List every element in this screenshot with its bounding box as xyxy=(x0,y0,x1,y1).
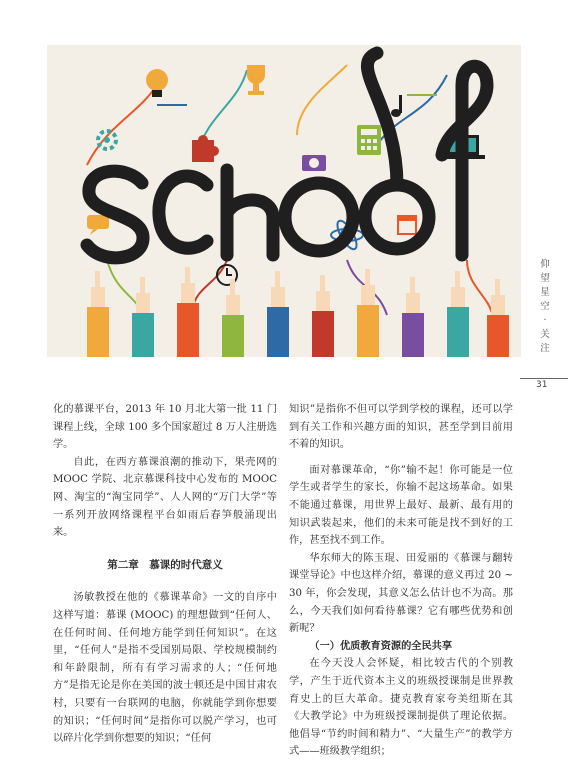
column-title-char: 星 xyxy=(540,287,550,298)
hand-sleeve xyxy=(267,307,289,357)
pointing-hand-icon xyxy=(491,295,505,315)
right-text-column xyxy=(289,401,513,761)
hand-sleeve xyxy=(447,307,469,357)
pointing-hand-icon xyxy=(136,293,150,313)
camera-icon xyxy=(302,155,326,171)
paragraph: 汤敏教授在他的《慕课革命》一文的自序中这样写道：慕课 (MOOC) 的理想做到“任何人、在任何时间、任何地方能学到任何知识”。在这里，“任何人”是指不受国别局限、学校规模制约和年龄限制，所有有学习需求的人；“任何地方”是指无论是你在美国的波士顿还是中国甘肃农村，只要有一台联网的电脑，你就能学到你想要的知识；“任何时间”是指你可以脱产学习，也可以碎片化学到你想要的知识；“任何 xyxy=(53,592,277,745)
calendar-icon xyxy=(397,215,417,235)
column-title-char: 注 xyxy=(540,343,550,354)
puzzle-icon xyxy=(192,135,219,162)
pointing-hand-icon xyxy=(316,291,330,311)
hand-sleeve xyxy=(357,305,379,357)
gear-icon xyxy=(98,131,116,149)
hand-sleeve xyxy=(132,313,154,357)
paragraph: 知识”是指你不但可以学到学校的课程，还可以学到有关工作和兴趣方面的知识，甚至学到目前用不着的知识。 xyxy=(289,404,513,451)
column-title-char: 望 xyxy=(540,273,550,284)
hand-sleeve xyxy=(487,315,509,357)
pointing-hand-icon xyxy=(181,283,195,303)
column-title-char: 关 xyxy=(540,329,550,340)
hand-sleeve xyxy=(312,311,334,357)
page-number: 31 xyxy=(536,380,548,390)
paragraph: 在今天没人会怀疑，相比较古代的个别教学，产生于近代资本主义的班级授课制是世界教育史上的巨大革命。捷克教育家夸美纽斯在其《大教学论》中为班级授课制提供了理论依据。他倡导“节约时间和精力”、“大量生产”的教学方式——班级教学组织； xyxy=(289,658,513,758)
chapter-heading: 第二章 慕课的时代意义 xyxy=(107,558,223,571)
column-title-char: · xyxy=(543,315,547,326)
hand-sleeve xyxy=(222,315,244,357)
left-text-column xyxy=(53,401,277,748)
page-number-rule xyxy=(520,378,568,379)
pointing-hand-icon xyxy=(226,295,240,315)
paragraph: 面对慕课革命，“你”输不起！你可能是一位学生或者学生的家长，你输不起这场革命。如果不能通过慕课，用世界上最好、最新、最有用的知识武装起来，他们的未来可能是找不到好的工作，甚至找不到工作。 xyxy=(289,464,513,547)
hand-sleeve xyxy=(177,303,199,357)
hand-sleeve xyxy=(402,313,424,357)
paragraph: 自此，在西方慕课浪潮的推动下，果壳网的 MOOC 学院、北京慕课科技中心发布的 MOOC 网、淘宝的“淘宝同学”、人人网的“万门大学”等一系列开放网络课程平台如雨后春笋般涌现出来。 xyxy=(53,456,277,539)
column-title-char: 仰 xyxy=(540,259,550,270)
hand-sleeve xyxy=(87,307,109,357)
school-illustration xyxy=(47,45,521,357)
calculator-icon xyxy=(357,125,381,155)
raised-hands xyxy=(87,267,509,357)
pointing-hand-icon xyxy=(451,287,465,307)
pointing-hand-icon xyxy=(271,287,285,307)
pointing-hand-icon xyxy=(361,285,375,305)
pointing-hand-icon xyxy=(406,293,420,313)
paragraph: 化的慕课平台，2013 年 10 月北大第一批 11 门课程上线，全球 100 多个国家超过 8 万人注册选学。 xyxy=(53,404,277,451)
lightbulb-icon xyxy=(146,69,168,97)
column-title xyxy=(538,258,552,356)
school-word-art xyxy=(47,45,521,357)
trophy-icon xyxy=(247,65,265,95)
chat-bubble-icon xyxy=(87,215,109,235)
section-heading: （一）优质教育资源的全民共享 xyxy=(309,639,453,652)
pointing-hand-icon xyxy=(91,287,105,307)
music-note-icon xyxy=(391,95,402,117)
column-title-char: 空 xyxy=(540,301,550,312)
paragraph: 华东师大的陈玉琨、田爱丽的《慕课与翻转课堂导论》中也这样介绍，慕课的意义再过 20 ~ 30 年，你会发现，其意义怎么估计也不为高。那么，今天我们如何看待慕课？它有哪些优势和创新呢？ xyxy=(289,552,513,635)
